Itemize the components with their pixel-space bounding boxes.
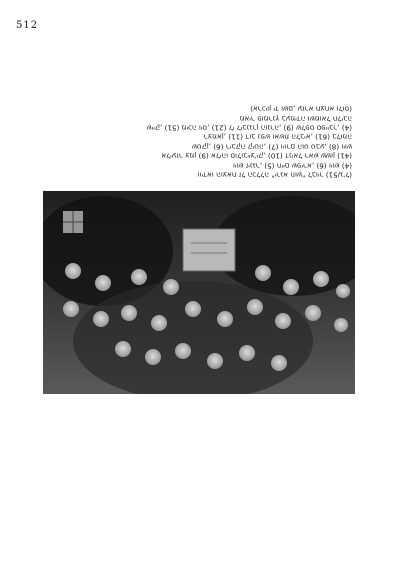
caption-line: (ארכיון יד ושם, עזרא תצחא ולוס) <box>250 104 352 114</box>
caption-line: רצמאן, (11) דוב נפש ואשת הלביא, (61) בלומה <box>203 132 352 142</box>
face <box>305 305 321 321</box>
caption-line: ווידאו הוצאת זל הכללה "ירגא חוש" לבויר (51/ג'ל) <box>197 170 352 180</box>
caption-line: (41) אליעזר צמן (9) אליהו סולובייצ'יק, (10) דניאל ראש ששון <box>161 151 352 161</box>
face <box>175 343 191 359</box>
face <box>121 305 137 321</box>
face <box>151 315 167 331</box>
face <box>247 299 263 315</box>
face <box>185 301 201 317</box>
face <box>334 318 348 332</box>
group-photo-image <box>43 191 355 394</box>
caption-text <box>52 104 352 179</box>
caption-line: שטקן, (6) ריבקה קיטה, (7) ויורם הוט טבע, (8) ויוש <box>191 142 352 152</box>
caption-line: מאיר פומרנץ בעמידה ושמואל חליבה <box>239 113 352 123</box>
group-photo <box>43 191 355 394</box>
face <box>65 263 81 279</box>
face <box>145 349 161 365</box>
face <box>271 355 287 371</box>
page-number: 512 <box>16 20 39 31</box>
caption-line: שייק, (51) מיכה ויס, (21) לי ליבנגרן הונרה, (9) שלפס ספייבר, (4) <box>146 123 352 133</box>
face <box>131 269 147 285</box>
face <box>239 345 255 361</box>
face <box>207 353 223 369</box>
face <box>63 301 79 317</box>
face <box>336 284 350 298</box>
face <box>283 279 299 295</box>
caption-line: (4) ויוש זינגר, (5) חיים שפירא, (6) ויוש <box>232 160 352 170</box>
face <box>313 271 329 287</box>
face <box>93 311 109 327</box>
face <box>163 279 179 295</box>
face <box>115 341 131 357</box>
face <box>95 275 111 291</box>
face <box>275 313 291 329</box>
face <box>217 311 233 327</box>
face <box>255 265 271 281</box>
